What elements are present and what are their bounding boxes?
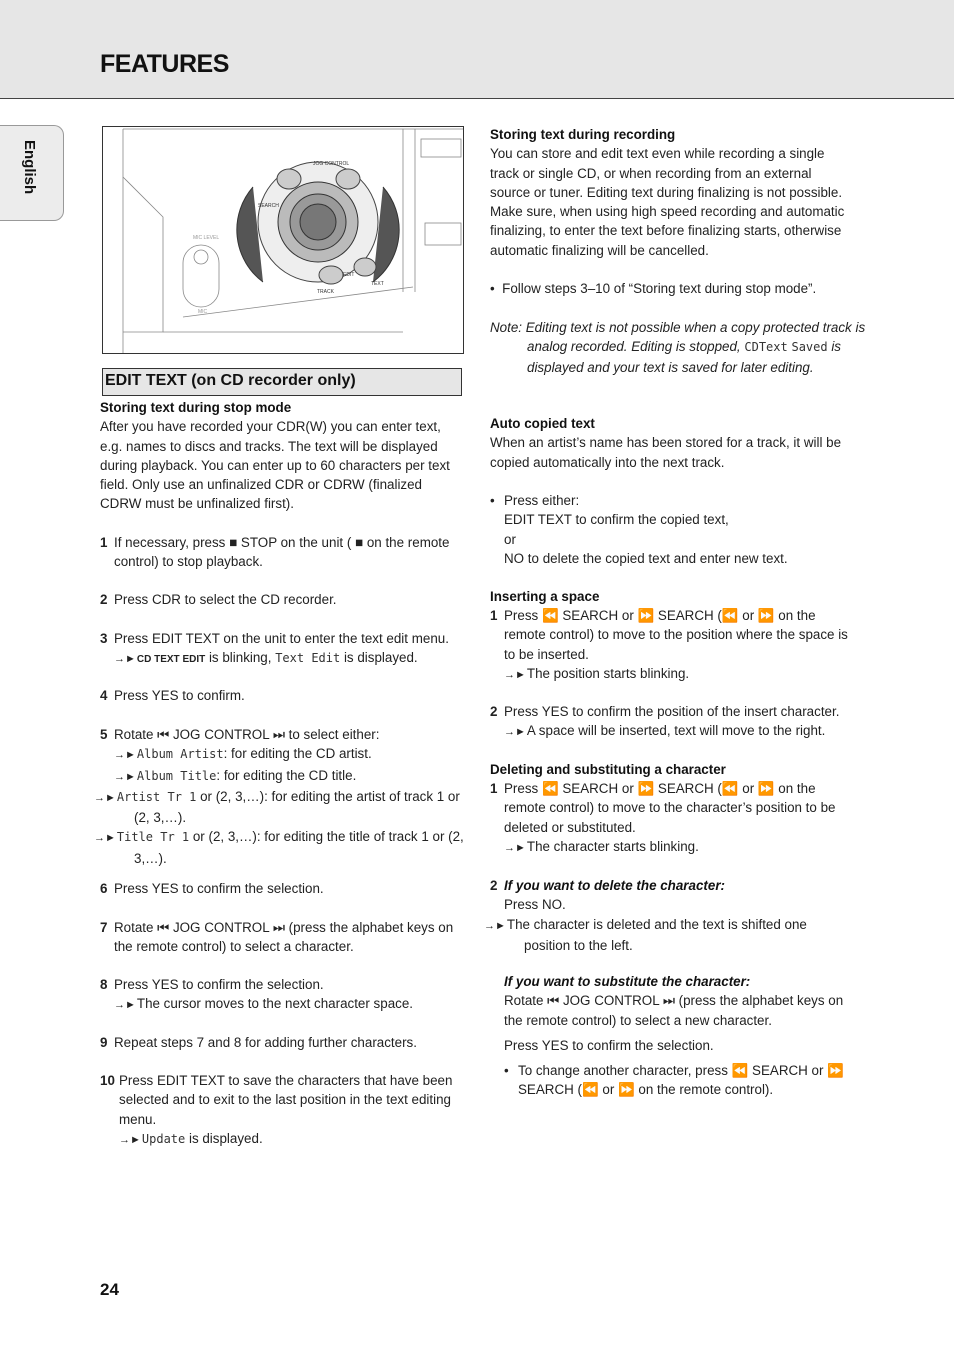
inserting-heading: Inserting a space [490, 589, 600, 604]
delete-step-2: 2 If you want to delete the character: Press NO. →►The character is deleted and the text is shifted one position to the left. [484, 878, 807, 953]
text-label: TEXT [371, 281, 384, 287]
auto-copied-heading: Auto copied text [490, 416, 595, 431]
step-2: 2 Press CDR to select the CD recorder. [100, 592, 337, 607]
delete-step-1: 1 Press ⏪ SEARCH or ⏩ SEARCH (⏪ or ⏩ on the remote control) to move to the character’s position to be deleted or substituted. →►The character starts blinking. [490, 781, 836, 854]
step-4: 4 Press YES to confirm. [100, 688, 245, 703]
recording-body: You can store and edit text even while recording a single track or single CD, or when recording from an external source or tuner. Editing text during finalizing is not possible. Make sure, when using high speed recording and automatic finalizing, to enter the text before finalizing starts, otherwise automatic finalizing will be cancelled. [490, 146, 845, 258]
mic-level-label: MIC LEVEL [193, 235, 220, 241]
language-tab [0, 125, 64, 221]
jog-control-label: JOG CONTROL [313, 161, 350, 167]
insert-step-1: 1 Press ⏪ SEARCH or ⏩ SEARCH (⏪ or ⏩ on the remote control) to move to the position where the space is to be inserted. →►The position starts blinking. [490, 608, 848, 681]
deleting-heading: Deleting and substituting a character [490, 762, 726, 777]
substitute-block: If you want to substitute the character: Rotate ⏮ JOG CONTROL ⏭ (press the alphabet keys on the remote control) to select a new character. Press YES to confirm the selection. • To change another character, press ⏪ SEARCH or ⏩ SEARCH (⏪ or ⏩ on the remote control). [504, 974, 844, 1098]
step-9: 9 Repeat steps 7 and 8 for adding further characters. [100, 1035, 417, 1050]
step-7: 7 Rotate ⏮ JOG CONTROL ⏭ (press the alphabet keys on the remote control) to select a character. [100, 920, 454, 955]
recording-heading: Storing text during recording [490, 127, 676, 142]
section-title-box [102, 368, 462, 396]
stop-mode-body: After you have recorded your CDR(W) you can enter text, e.g. names to discs and tracks. The text will be displayed during playback. You can enter up to 60 characters per text field. Only use an unfinalized CDR or CDRW (finalized CDRW must be unfinalized first). [100, 419, 450, 512]
track-label: TRACK [317, 289, 334, 295]
cd-recorder-panel-drawing [103, 127, 463, 353]
note: Note: Editing text is not possible when a copy protected track is analog recorded. Editing is stopped, CDText Saved is displayed and your text is saved for later editing. [490, 320, 866, 375]
language-label: English [21, 140, 38, 195]
step-3: 3 Press EDIT TEXT on the unit to enter the text edit menu. →►CD TEXT EDIT is blinking, Text Edit is displayed. [100, 631, 449, 666]
recording-bullet: • Follow steps 3–10 of “Storing text during stop mode”. [490, 281, 817, 296]
insert-step-2: 2 Press YES to confirm the position of the insert character. →►A space will be inserted, text will move to the right. [490, 704, 840, 739]
page-header [0, 0, 954, 99]
device-illustration [102, 126, 464, 354]
section-title: EDIT TEXT (on CD recorder only) [105, 372, 356, 389]
step-8: 8 Press YES to confirm the selection. →►The cursor moves to the next character space. [100, 977, 414, 1012]
stop-mode-heading: Storing text during stop mode [100, 400, 292, 415]
step-6: 6 Press YES to confirm the selection. [100, 881, 324, 896]
search-label: SEARCH [258, 203, 279, 209]
mic-label: MIC [198, 309, 208, 315]
page-number: 24 [100, 1280, 119, 1299]
auto-copied-bullet: • Press either: EDIT TEXT to confirm the copied text, or NO to delete the copied text and enter new text. [490, 493, 788, 566]
step-1: 1 If necessary, press ■ STOP on the unit ( ■ on the remote control) to stop playback. [100, 535, 450, 570]
edit-label: EDIT [343, 272, 355, 278]
step-5: 5 Rotate ⏮ JOG CONTROL ⏭ to select either: →►Album Artist: for editing the CD artist. →►Album Title: for editing the CD title. →►Artist Tr 1 or (2, 3,…): for editing the artist of track 1 or (2, 3,…). →►Title Tr 1 or (2, 3,…): for editing the title of track 1 or (2, 3,…). [94, 727, 464, 866]
page-title: FEATURES [100, 50, 229, 78]
auto-copied-body: When an artist’s name has been stored for a track, it will be copied automatically into the next track. [490, 435, 842, 470]
step-10: 10 Press EDIT TEXT to save the characters that have been selected and to exit to the last position in the text editing menu. →►Update is displayed. [100, 1073, 453, 1146]
